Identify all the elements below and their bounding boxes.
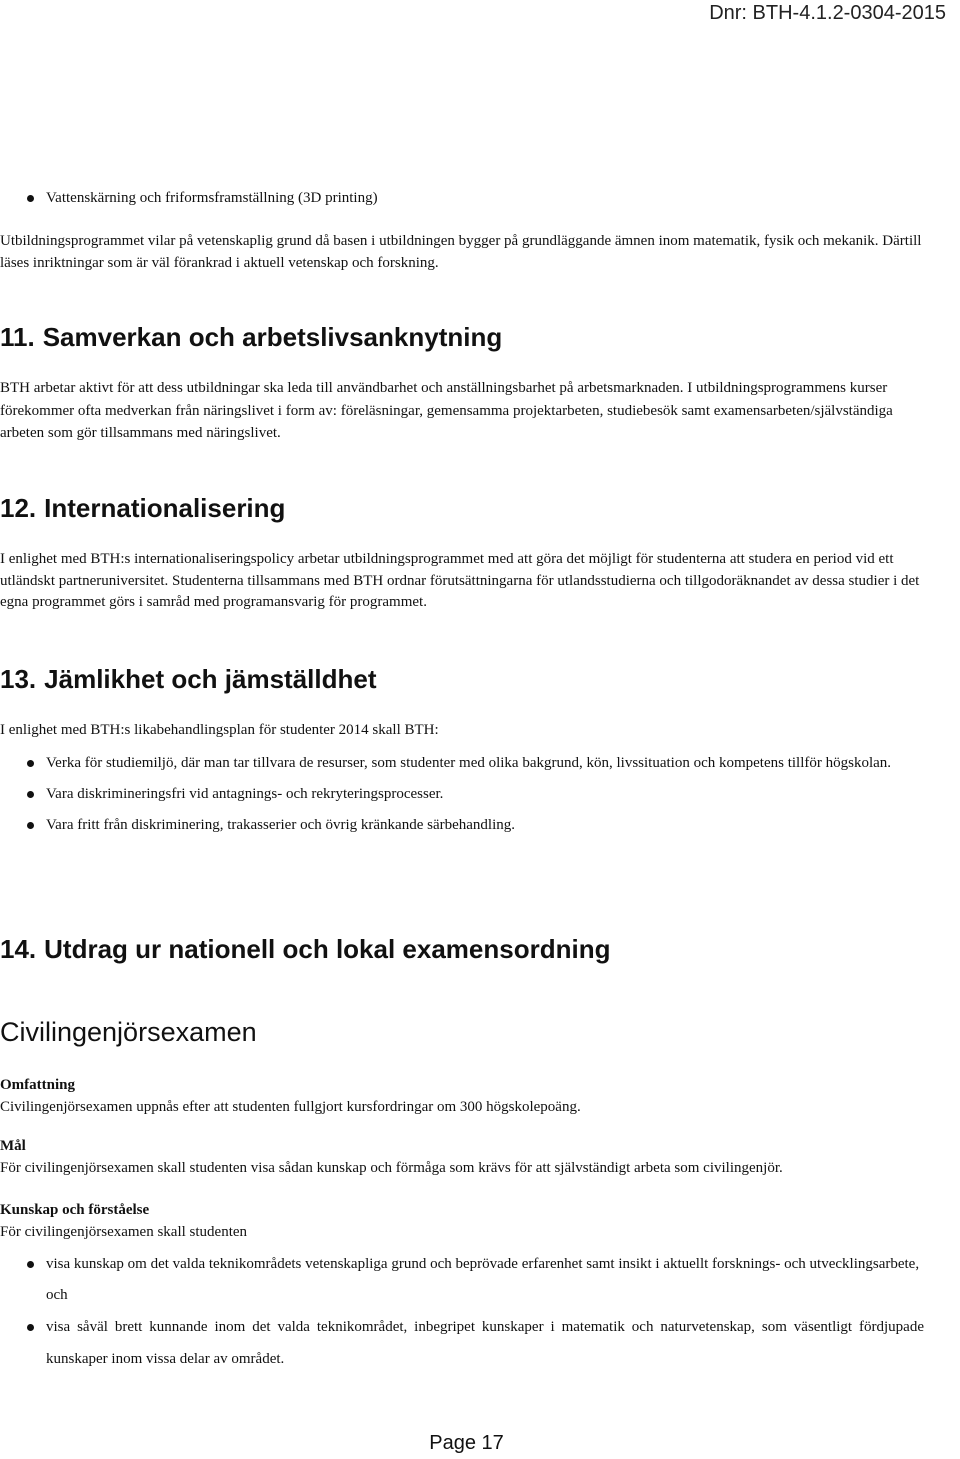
section-13-intro: I enlighet med BTH:s likabehandlingsplan för studenter 2014 skall BTH: <box>0 722 439 738</box>
scope-text: Civilingenjörsexamen uppnås efter att studenten fullgjort kursfordringar om 300 högskolepoäng. <box>0 1099 581 1115</box>
bullet-icon <box>27 760 34 767</box>
page-number: Page 17 <box>429 1432 504 1454</box>
list-item: Verka för studiemiljö, där man tar tillvara de resurser, som studenter med olika bakgrund, kön, livssituation och kompetens tillför högskolan. <box>0 748 924 779</box>
equality-bullet-list <box>0 748 924 841</box>
document-number: Dnr: BTH-4.1.2-0304-2015 <box>709 2 946 24</box>
bullet-icon <box>27 1261 34 1268</box>
section-11-heading: 11. Samverkan och arbetslivsanknytning <box>0 322 503 352</box>
goal-text: För civilingenjörsexamen skall studenten visa sådan kunskap och förmåga som krävs för att självständigt arbeta som civilingenjör. <box>0 1160 783 1176</box>
bullet-icon <box>27 791 34 798</box>
top-bullet-list <box>0 186 924 210</box>
knowledge-bullet-list <box>0 1249 924 1375</box>
list-item: visa kunskap om det valda teknikområdets vetenskapliga grund och beprövade erfarenhet samt insikt i aktuellt forsknings- och utvecklingsarbete, och <box>0 1249 924 1311</box>
knowledge-heading: Kunskap och förståelse <box>0 1202 150 1218</box>
degree-title: Civilingenjörsexamen <box>0 1017 257 1047</box>
list-item: Vattenskärning och friformsframställning (3D printing) <box>0 186 924 210</box>
section-11-paragraph: BTH arbetar aktivt för att dess utbildningar ska leda till användbarhet och anställningsbarhet på arbetsmarknaden. I utbildningsprogrammens kurser förekommer ofta medverkan från näringslivet i form av: föreläsningar, gemensamma projektarbeten, studiebesök samt examensarbeten/självständiga arbeten som gör tillsammans med näringslivet. <box>0 380 893 441</box>
bullet-icon <box>27 822 34 829</box>
goal-heading: Mål <box>0 1138 26 1154</box>
section-12-paragraph: I enlighet med BTH:s internationaliseringspolicy arbetar utbildningsprogrammet med att göra det möjligt för studenterna att studera en period vid ett utländskt partneruniversitet. Studenterna tillsammans med BTH ordnar förutsättningarna för utlandsstudierna och tillgodoräknandet av dessa studier i det egna programmet görs i samråd med programansvarig för programmet. <box>0 551 920 610</box>
section-13-heading: 13. Jämlikhet och jämställdhet <box>0 664 377 694</box>
section-12-heading: 12. Internationalisering <box>0 493 286 523</box>
list-item: visa såväl brett kunnande inom det valda teknikområdet, inbegripet kunskaper i matematik och naturvetenskap, som väsentligt fördjupade kunskaper inom vissa delar av området. <box>0 1311 924 1375</box>
intro-paragraph: Utbildningsprogrammet vilar på vetenskaplig grund då basen i utbildningen bygger på grundläggande ämnen inom matematik, fysik och mekanik. Därtill läses inriktningar som är väl förankrad i aktuell vetenskap och forskning. <box>0 233 922 271</box>
list-item: Vara diskrimineringsfri vid antagnings- och rekryteringsprocesser. <box>0 779 924 810</box>
bullet-icon <box>27 1324 34 1331</box>
section-14-heading: 14. Utdrag ur nationell och lokal examensordning <box>0 934 611 964</box>
list-item: Vara fritt från diskriminering, trakasserier och övrig kränkande särbehandling. <box>0 810 924 841</box>
scope-heading: Omfattning <box>0 1077 75 1093</box>
knowledge-intro: För civilingenjörsexamen skall studenten <box>0 1224 248 1240</box>
bullet-icon <box>27 195 34 202</box>
